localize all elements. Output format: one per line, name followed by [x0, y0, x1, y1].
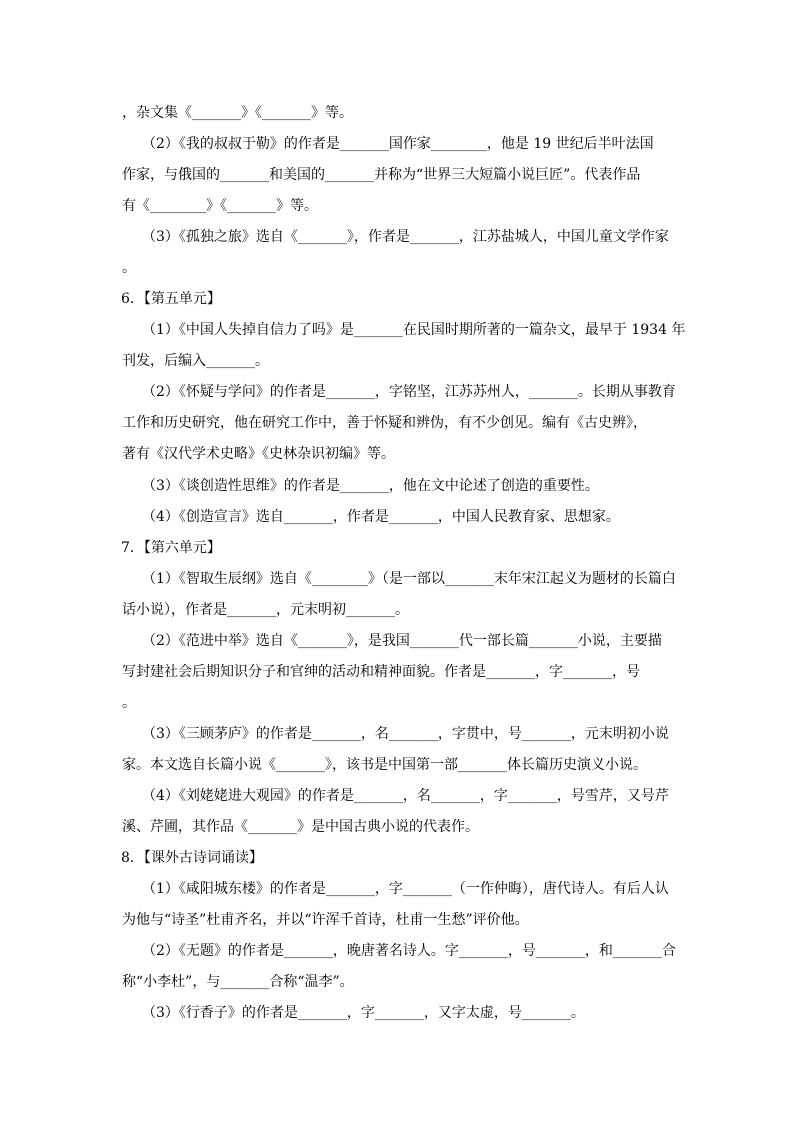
text-line: 家。本文选自长篇小说《_______》，该书是中国第一部_______体长篇历史演义小说。 [122, 757, 647, 773]
text-line: 刊发，后编入_______。 [122, 353, 269, 369]
text-line: （2）《无题》的作者是_______，晚唐著名诗人。字_______，号_______，和_______合 [142, 943, 676, 959]
text-line: （1）《智取生辰纲》选自《________》（是一部以_______末年宋江起义为题材的长篇白 [142, 571, 676, 587]
text-line: （3）《谈创造性思维》的作者是_______，他在文中论述了创造的重要性。 [142, 478, 599, 494]
text-line: 话小说），作者是_______，元末明初_______。 [122, 602, 409, 618]
text-line: （2）《我的叔叔于勒》的作者是_______国作家________，他是 19 世纪后半叶法国 [142, 136, 654, 152]
text-line: 。 [122, 260, 136, 276]
text-line: （3）《三顾茅庐》的作者是_______，名_______，字贯中，号_______，元末明初小说 [142, 726, 669, 742]
text-line: （4）《刘姥姥进大观园》的作者是_______，名_______，字_______，号雪芹，又号芹 [142, 788, 669, 804]
text-line: 作家，与俄国的_______和美国的_______并称为“世界三大短篇小说巨匠”。代表作品 [122, 167, 641, 183]
text-line: 。 [122, 695, 136, 711]
text-line: （1）《中国人失掉自信力了吗》是_______在民国时期所著的一篇杂文，最早于 1934 年 [142, 322, 686, 338]
text-line: 为他与“诗圣”杜甫齐名，并以“许浑千首诗，杜甫一生愁”评价他。 [122, 912, 529, 928]
question-header: 8．【课外古诗词诵读】 [121, 850, 263, 866]
text-line: （3）《孤独之旅》选自《_______》，作者是_______，江苏盐城人，中国儿童文学作家 [142, 229, 669, 245]
text-line: （1）《咸阳城东楼》的作者是_______，字_______（一作仲晦），唐代诗人。有后人认 [142, 881, 669, 897]
text-line: 有《________》《_______》等。 [122, 198, 318, 214]
text-line: （3）《行香子》的作者是_______，字_______，又字太虚，号_______。 [142, 1005, 585, 1021]
text-line: （2）《范进中举》选自《_______》，是我国_______代一部长篇_______小说，主要描 [142, 633, 662, 649]
text-line: 写封建社会后期知识分子和官绅的活动和精神面貌。作者是_______，字_______，号 [122, 664, 640, 680]
text-line: 溪、芹圃，其作品《_______》是中国古典小说的代表作。 [122, 819, 479, 835]
text-line: （2）《怀疑与学问》的作者是_______，字铭坚，江苏苏州人，_______。长期从事教育 [142, 384, 676, 400]
question-header: 6．【第五单元】 [121, 291, 221, 307]
text-line: 称“小李杜”，与_______合称“温李”。 [122, 974, 354, 990]
text-line: （4）《创造宣言》选自_______，作者是_______，中国人民教育家、思想家。 [142, 509, 620, 525]
text-line: 工作和历史研究，他在研究工作中，善于怀疑和辨伪，有不少创见。编有《古史辨》， [122, 415, 647, 431]
question-header: 7．【第六单元】 [121, 540, 221, 556]
text-line: ，杂文集《_______》《_______》等。 [122, 105, 353, 121]
text-line: 著有《汉代学术史略》《史林杂识初编》等。 [122, 446, 395, 462]
